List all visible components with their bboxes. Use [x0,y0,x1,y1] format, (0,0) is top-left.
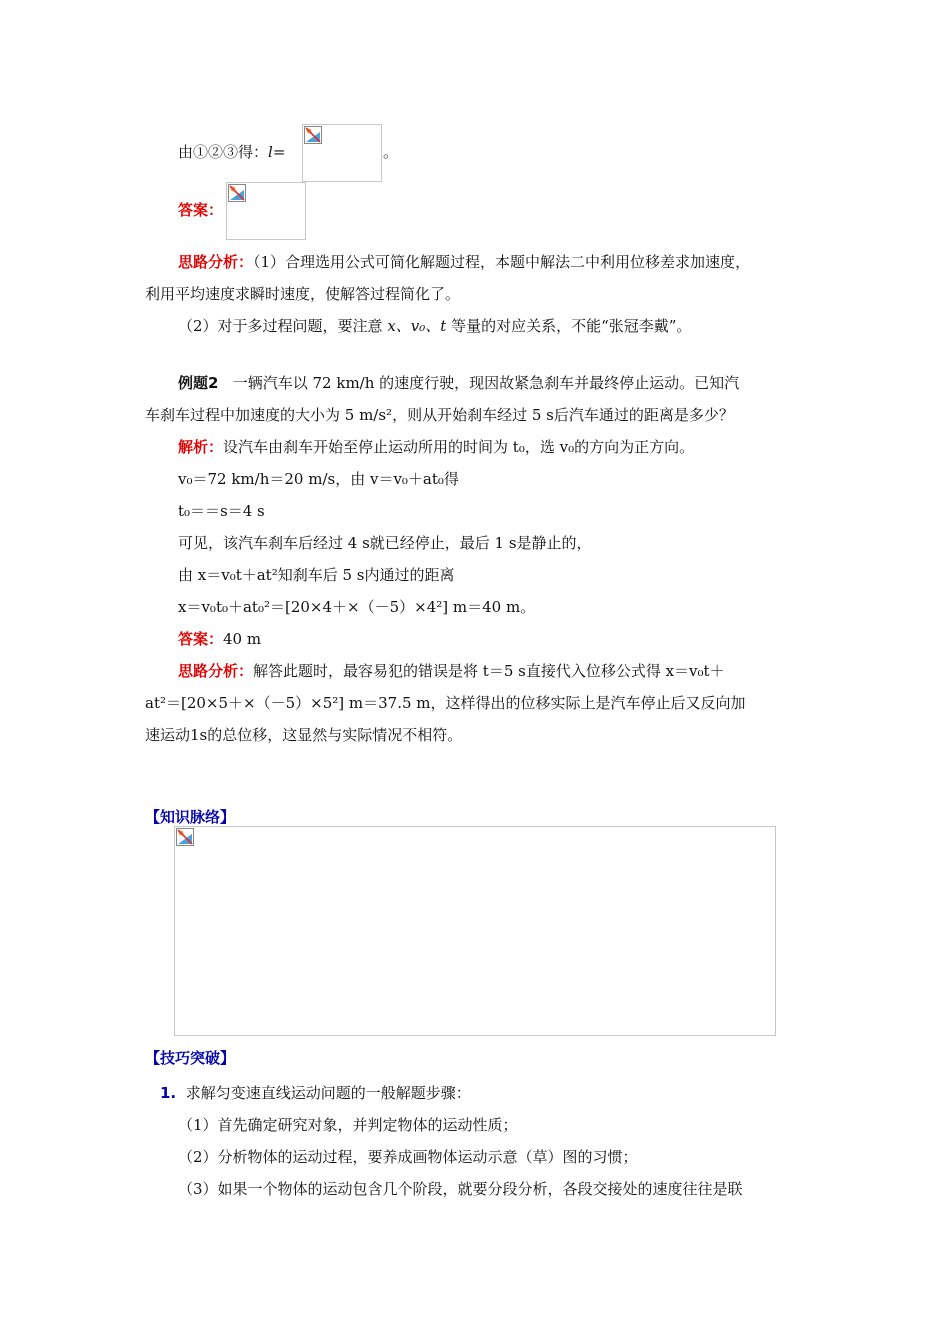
skills-item1-text: 求解匀变速直线运动问题的一般解题步骤： [185,1084,471,1102]
broken-image-icon [304,126,322,144]
result-suffix: 。 [383,143,399,161]
solution-s4: 可见，该汽车刹车后经过 4 s就已经停止，最后 1 s是静止的， [178,534,592,552]
result-variable: l [268,143,273,161]
analysis1-p2-vars: x、v₀、t [387,317,447,335]
example2-q2: 车刹车过程中加速度的大小为 5 m/s²，则从开始刹车经过 5 s后汽车通过的距离是多少？ [145,406,734,424]
analysis1-p2-prefix: （2）对于多过程问题，要注意 [178,317,383,335]
example2-q-line1 [178,372,739,394]
knowledge-heading: 【知识脉络】 [145,808,236,826]
solution-s1: 设汽车由刹车开始至停止运动所用的时间为 t₀，选 v₀的方向为正方向。 [223,438,695,456]
result-line [178,141,285,163]
broken-image-icon [176,828,194,846]
analysis1-line3 [178,315,691,337]
solution-s5: 由 x＝v₀t＋at²知刹车后 5 s内通过的距离 [178,566,455,584]
solution-s6: x＝v₀t₀＋at₀²＝[20×4＋×（－5）×4²] m＝40 m。 [178,598,536,616]
example2-answer-line [178,628,261,650]
skills-item1-number: 1. [160,1084,177,1102]
analysis2-a2: at²＝[20×5＋×（－5）×5²] m＝37.5 m，这样得出的位移实际上是汽车停止后又反向加 [145,694,746,712]
analysis2-a3: 速运动1s的总位移，这显然与实际情况不相符。 [145,726,463,744]
example2-analysis-line1 [178,660,725,682]
broken-image-icon [228,184,246,202]
answer-image-1 [226,182,306,240]
result-prefix: 由①②③得： [178,143,269,161]
analysis1-text-b: 利用平均速度求瞬时速度，使解答过程简化了。 [145,285,461,303]
solution-s2: v₀＝72 km/h＝20 m/s，由 v＝v₀＋at₀得 [178,470,459,488]
skills-item-1 [160,1082,471,1104]
analysis1-line1 [178,251,750,273]
answer-label-1: 答案： [178,201,224,219]
answer-value-2: 40 m [223,630,262,648]
analysis2-a1: 解答此题时，最容易犯的错误是将 t＝5 s直接代入位移公式得 x＝v₀t＋ [253,662,725,680]
skills-sub3: （3）如果一个物体的运动包含几个阶段，就要分段分析，各段交接处的速度往往是联 [178,1180,743,1198]
result-equals: = [272,143,286,161]
analysis1-label: 思路分析： [178,253,254,271]
solution-s3: t₀＝＝s＝4 s [178,502,265,520]
example2-label: 例题2 [178,374,219,392]
skills-sub1: （1）首先确定研究对象，并判定物体的运动性质； [178,1116,518,1134]
solution-label: 解析： [178,438,224,456]
formula-image-1 [302,124,382,182]
example2-solution-line [178,436,694,458]
analysis1-p2-suffix: 等量的对应关系，不能“张冠李戴”。 [451,317,692,335]
example2-q1: 一辆汽车以 72 km/h 的速度行驶，现因故紧急刹车并最终停止运动。已知汽 [232,374,740,392]
skills-heading: 【技巧突破】 [145,1049,236,1067]
analysis1-text-a: （1）合理选用公式可简化解题过程，本题中解法二中利用位移差求加速度， [253,253,751,271]
analysis2-label: 思路分析： [178,662,254,680]
answer-label-2: 答案： [178,630,224,648]
skills-sub2: （2）分析物体的运动过程，要养成画物体运动示意（草）图的习惯； [178,1148,638,1166]
knowledge-diagram-image [174,826,776,1036]
